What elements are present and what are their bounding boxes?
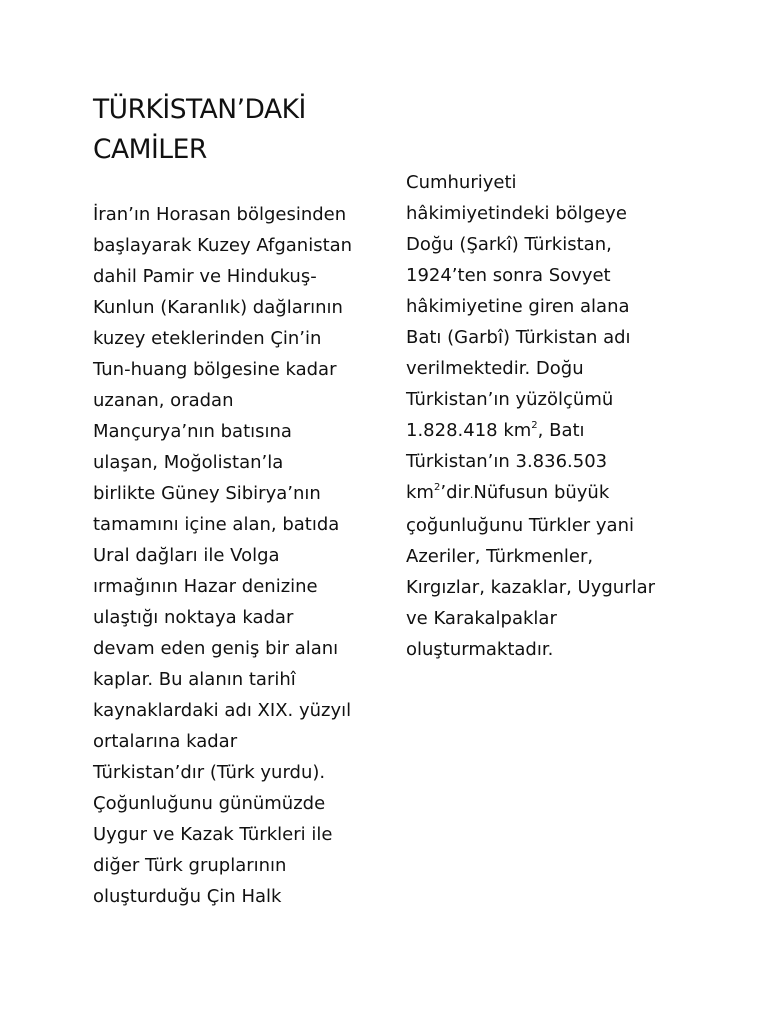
text-line: Çoğunluğunu günümüzde: [93, 793, 326, 814]
text-line: ve Karakalpaklar: [406, 608, 557, 629]
text-line: Ural dağları ile Volga: [93, 545, 280, 566]
text-line: 1924’ten sonra Sovyet: [406, 265, 611, 286]
text-line: Kunlun (Karanlık) dağlarının: [93, 297, 343, 318]
text-line: başlayarak Kuzey Afganistan: [93, 235, 353, 256]
area-east-tail: , Batı: [537, 420, 585, 441]
page-title: [93, 90, 306, 170]
text-line: verilmektedir. Doğu: [406, 358, 584, 379]
area-west-unit: km: [406, 482, 434, 503]
text-line: tamamını içine alan, batıda: [93, 514, 340, 535]
text-line: oluşturmaktadır.: [406, 639, 554, 660]
area-west-dot: .: [469, 488, 474, 501]
text-line: Cumhuriyeti: [406, 172, 517, 193]
text-line: oluşturduğu Çin Halk: [93, 886, 282, 907]
left-column-text: [93, 199, 352, 912]
text-line: Türkistan’dır (Türk yurdu).: [93, 762, 326, 783]
text-line: diğer Türk gruplarının: [93, 855, 287, 876]
text-line: kuzey eteklerinden Çin’in: [93, 328, 322, 349]
title-line: CAMİLER: [93, 134, 207, 165]
text-line: Kırgızlar, kazaklar, Uygurlar: [406, 577, 656, 598]
text-line: İran’ın Horasan bölgesinden: [93, 204, 347, 225]
area-west-suffix: ’dir: [440, 482, 470, 503]
text-line: Türkistan’ın yüzölçümü: [406, 389, 614, 410]
text-line: Tun-huang bölgesine kadar: [93, 359, 337, 380]
text-line: Türkistan’ın 3.836.503: [406, 451, 608, 472]
text-line: Batı (Garbî) Türkistan adı: [406, 327, 631, 348]
text-line: ulaştığı noktaya kadar: [93, 607, 294, 628]
area-west-line: [406, 477, 655, 510]
text-line: Uygur ve Kazak Türkleri ile: [93, 824, 333, 845]
text-line: Mançurya’nın batısına: [93, 421, 292, 442]
text-line: uzanan, oradan: [93, 390, 234, 411]
text-line: ırmağının Hazar denizine: [93, 576, 318, 597]
text-line: devam eden geniş bir alanı: [93, 638, 339, 659]
title-line: TÜRKİSTAN’DAKİ: [93, 94, 306, 125]
text-line: hâkimiyetine giren alana: [406, 296, 630, 317]
text-line: Azeriler, Türkmenler,: [406, 546, 594, 567]
area-east-line: [406, 415, 655, 446]
area-west-tail: Nüfusun büyük: [473, 482, 610, 503]
text-line: kaynaklardaki adı XIX. yüzyıl: [93, 700, 352, 721]
text-line: ulaşan, Moğolistan’la: [93, 452, 284, 473]
text-line: ortalarına kadar: [93, 731, 238, 752]
area-east-unit-superscript: 2: [531, 420, 538, 431]
right-column-text: [406, 167, 655, 665]
text-line: kaplar. Bu alanın tarihî: [93, 669, 296, 690]
text-line: Doğu (Şarkî) Türkistan,: [406, 234, 612, 255]
area-east-value: 1.828.418 km: [406, 420, 532, 441]
text-line: hâkimiyetindeki bölgeye: [406, 203, 627, 224]
text-line: birlikte Güney Sibirya’nın: [93, 483, 321, 504]
text-line: dahil Pamir ve Hindukuş-: [93, 266, 317, 287]
area-west-unit-superscript: 2: [433, 482, 441, 493]
text-line: çoğunluğunu Türkler yani: [406, 515, 634, 536]
